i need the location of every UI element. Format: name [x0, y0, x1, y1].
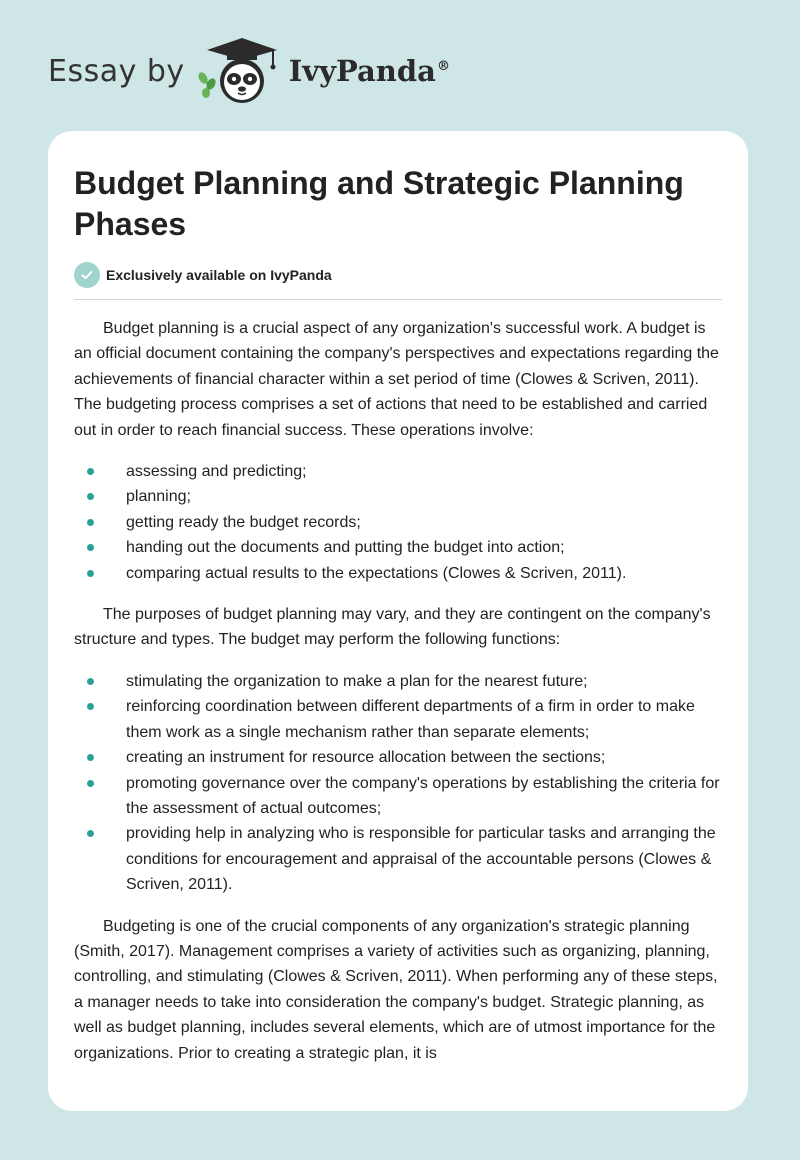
paragraph: Budget planning is a crucial aspect of any organization's successful work. A budget is an official document containing the company's perspectives and expectations regarding the achievements of financial character within a set period of time (Clowes & Scriven, 2011). The budgeting process comprises a set of actions that need to be established and carried out in order to reach financial success. These operations involve:: [74, 320, 719, 439]
brand-header: [48, 36, 450, 106]
operations-list: [74, 459, 722, 586]
paragraph: Budgeting is one of the crucial components of any organization's strategic planning (Smith, 2017). Management comprises a variety of activities such as organizing, planning, controlling, and stimulating (Clowes & Scriven, 2011). When performing any of these steps, a manager needs to take into consideration the company's budget. Strategic planning, as well as budget planning, includes several elements, which are of utmost importance for the organizations. Prior to creating a strategic plan, it is: [74, 917, 718, 1062]
list-item: planning;: [74, 484, 722, 509]
ivypanda-logo-icon[interactable]: [197, 36, 287, 106]
title-divider: [74, 299, 722, 300]
brand-name-text: IvyPanda: [288, 54, 436, 88]
essay-body: [74, 316, 722, 1066]
exclusive-badge: [74, 262, 722, 288]
essay-card: [48, 131, 748, 1111]
list-item: comparing actual results to the expectations (Clowes & Scriven, 2011).: [74, 561, 722, 586]
list-item: providing help in analyzing who is responsible for particular tasks and arranging the conditions for encouragement and appraisal of the accountable persons (Clowes & Scriven, 2011).: [74, 821, 722, 897]
brand-name[interactable]: [289, 54, 450, 88]
list-item: promoting governance over the company's operations by establishing the criteria for the assessment of actual outcomes;: [74, 771, 722, 822]
exclusive-label: Exclusively available on IvyPanda: [106, 267, 332, 283]
registered-mark: ®: [436, 59, 450, 75]
functions-list: [74, 669, 722, 898]
list-item: stimulating the organization to make a plan for the nearest future;: [74, 669, 722, 694]
list-item: getting ready the budget records;: [74, 510, 722, 535]
list-item: handing out the documents and putting the budget into action;: [74, 535, 722, 560]
list-item: creating an instrument for resource allocation between the sections;: [74, 745, 722, 770]
essay-by-label: Essay by: [48, 53, 185, 89]
list-item: reinforcing coordination between different departments of a firm in order to make them work as a single mechanism rather than separate elements;: [74, 694, 722, 745]
check-icon: [74, 262, 100, 288]
paragraph: The purposes of budget planning may vary, and they are contingent on the company's structure and types. The budget may perform the following functions:: [74, 606, 711, 649]
page-title: Budget Planning and Strategic Planning Phases: [74, 165, 684, 242]
list-item: assessing and predicting;: [74, 459, 722, 484]
